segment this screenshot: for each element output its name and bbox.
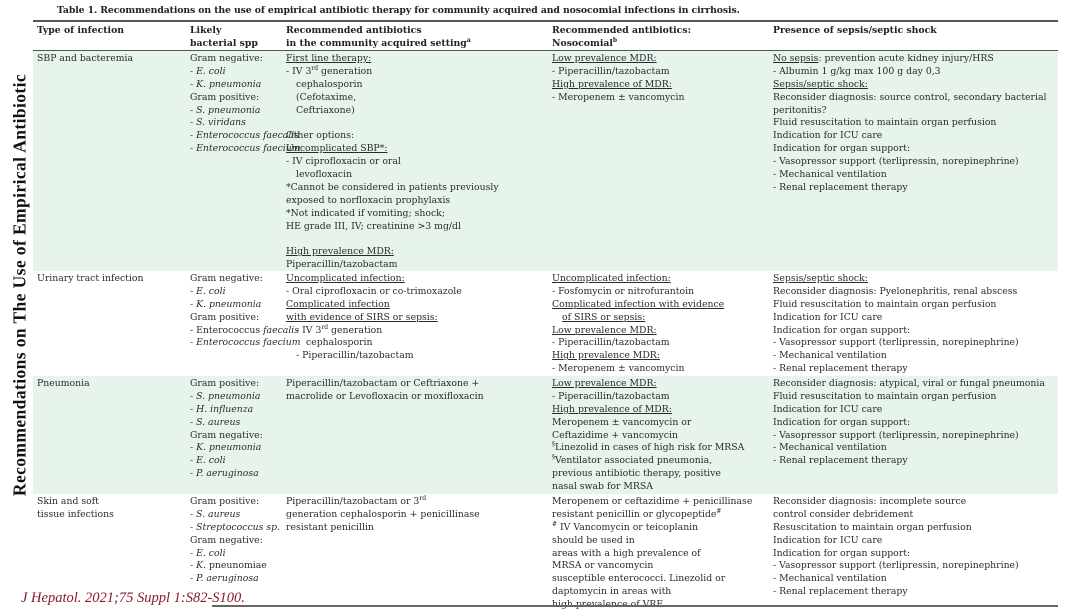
header-sepsis: Presence of sepsis/septic shock xyxy=(773,25,937,36)
bacteria-list: Gram negative: - E. coli - K. pneumonia Gram positive: - S. pneumonia - S. viridans - Enterococcus faecalis - Enterococcus faecium xyxy=(190,53,301,155)
infection-type: Urinary tract infection xyxy=(37,273,144,284)
sepsis-management: No sepsis: prevention acute kidney injury/HRS - Albumin 1 g/kg max 100 g day 0,3 Sepsis/septic shock: Reconsider diagnosis: source control, secondary bacterial peritonitis? Fluid resuscitation to maintain organ perfusion Indication for ICU care Indication for organ support: - Vasopressor support (terlipressin, norepinephrine) - Mechanical ventilation - Renal replacement therapy xyxy=(773,53,1047,193)
sepsis-management: Sepsis/septic shock: Reconsider diagnosis: Pyelonephritis, renal abscess Fluid resuscitation to maintain organ perfusion Indication for ICU care Indication for organ support: - Vasopressor support (terlipressin, norepinephrine) - Mechanical ventilation - Renal replacement therapy xyxy=(773,273,1019,375)
bacteria-list: Gram positive: - S. pneumonia - H. influenza - S. aureus Gram negative: - K. pneumonia - E. coli - P. aeruginosa xyxy=(190,378,263,480)
side-title-text: Recommendations on The Use of Empirical Antibiotic xyxy=(9,73,30,497)
nosocomial-antibiotics: Meropenem or ceftazidime + penicillinase resistant penicillin or glycopeptide# # IV Vancomycin or teicoplanin should be used in areas with a high prevalence of MRSA or vancomycin susceptible enterococci. Linezolid or daptomycin in areas with xyxy=(552,496,753,598)
sepsis-management: Reconsider diagnosis: incomplete source control consider debridement Resuscitation to maintain organ perfusion Indication for ICU care Indication for organ support: - Vasopressor support (terlipressin, norepinephrine) - Mechanical ventilation - Renal replacement therapy xyxy=(773,496,1019,598)
header-bacterial-spp: Likely bacterial spp xyxy=(190,25,258,49)
nosocomial-antibiotics: Low prevalence MDR: - Piperacillin/tazobactam High prevalence of MDR: Meropenem ± vancomycin or Ceftazidime + vancomycin §Linezolid in cases of high risk for MRSA §Ventilator associated pneumonia, previous antibiotic therapy, positive nasal swab for MRSA xyxy=(552,378,745,493)
community-antibiotics: Piperacillin/tazobactam or 3rd generation cephalosporin + penicillinase resistant penicillin xyxy=(286,494,480,533)
community-antibiotics: First line therapy: - IV 3rd generation cephalosporin (Cefotaxime, Ceftriaxone) Other options: Uncomplicated SBP*: - IV ciprofloxacin or oral levofloxacin *Cannot be considered in patients previously exposed to norfloxacin prophylaxis *Not indicated if vomiting; shock; HE grade III, IV; creatinine >3 mg/dl High prevalence MDR: Piperacillin/tazobactam xyxy=(286,53,499,271)
recommendations-table xyxy=(33,20,1058,609)
community-antibiotics: Piperacillin/tazobactam or Ceftriaxone + macrolide or Levofloxacin or moxifloxacin xyxy=(286,378,484,402)
table-caption: Table 1. Recommendations on the use of empirical antibiotic therapy for community acquired and nosocomial infections in cirrhosis. xyxy=(57,5,740,16)
table-bottom-rule xyxy=(212,605,1058,607)
bacteria-list: Gram positive: - S. aureus - Streptococcus sp. Gram negative: - E. coli - K. pneunomiae - P. aeruginosa xyxy=(190,496,281,585)
nosocomial-antibiotics: Low prevalence MDR: - Piperacillin/tazobactam High prevalence of MDR: - Meropenem ± vancomycin xyxy=(552,53,685,103)
infection-type: SBP and bacteremia xyxy=(37,53,134,64)
bacteria-list: Gram negative: - E. coli - K. pneumonia Gram positive: - Enterococcus faecalis - Enterococcus faecium xyxy=(190,273,301,349)
nosocomial-antibiotics: Uncomplicated infection: - Fosfomycin or nitrofurantoin Complicated infection with evidence of SIRS or sepsis: Low prevalence MDR: - Piperacillin/tazobactam High prevalence MDR: - Meropenem ± vancomycin xyxy=(552,273,725,375)
infection-type: Pneumonia xyxy=(37,378,90,389)
table-row-pneumonia xyxy=(33,376,1058,494)
header-nosocomial: Recommended antibiotics: Nosocomial$^b$ xyxy=(552,25,691,49)
infection-type: Skin and soft tissue infections xyxy=(37,496,114,520)
table-header xyxy=(33,22,1058,51)
header-community: Recommended antibiotics in the community acquired setting$^a$ xyxy=(286,25,471,49)
community-antibiotics: Uncomplicated infection: - Oral ciprofloxacin or co-trimoxazole Complicated infection with evidence of SIRS or sepsis: - IV 3rd generation cephalosporin - Piperacillin/tazobactam xyxy=(286,273,462,362)
table-row-uti xyxy=(33,271,1058,376)
table-row-sbp xyxy=(33,51,1058,271)
header-type-of-infection: Type of infection xyxy=(37,25,125,36)
citation: J Hepatol. 2021;75 Suppl 1:S82-S100. xyxy=(21,590,245,606)
sepsis-management: Reconsider diagnosis: atypical, viral or fungal pneumonia Fluid resuscitation to maintain organ perfusion Indication for ICU care Indication for organ support: - Vasopressor support (terlipressin, norepinephrine) - Mechanical ventilation - Renal replacement therapy xyxy=(773,378,1045,467)
